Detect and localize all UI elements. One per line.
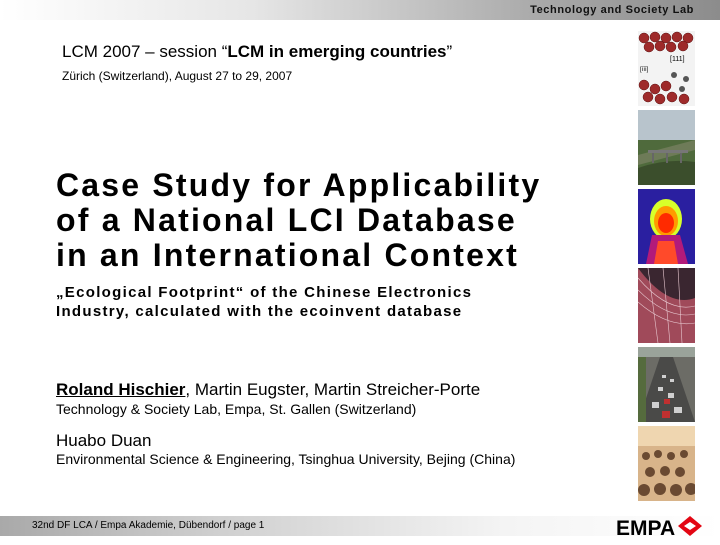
author-2: Huabo Duan <box>56 431 152 450</box>
title-line-2: of a National LCI Database <box>56 202 517 238</box>
affiliation-2: Environmental Science & Engineering, Tsinghua University, Bejing (China) <box>56 451 516 467</box>
footer-bar <box>0 516 720 536</box>
conference-line <box>62 42 452 62</box>
thermal-image <box>638 189 695 264</box>
subtitle-line-2: Industry, calculated with the ecoinvent database <box>56 303 463 320</box>
empa-logo <box>614 512 704 540</box>
traffic-image <box>638 347 695 422</box>
slide-title <box>56 168 626 273</box>
crystal-structure-image <box>638 31 695 106</box>
conference-suffix: ” <box>446 42 453 61</box>
audience-image <box>638 426 695 501</box>
header-bar <box>0 0 720 20</box>
crystal-label-1: [111] <box>670 56 685 63</box>
title-line-1: Case Study for Applicability <box>56 167 542 203</box>
main-author: Roland Hischier <box>56 380 186 399</box>
crystal-label-2: [īīī] <box>640 67 649 73</box>
architecture-image <box>638 268 695 343</box>
lab-label: Technology and Society Lab <box>530 4 694 16</box>
title-line-3: in an International Context <box>56 237 519 273</box>
logo-text: EMPA <box>616 517 676 540</box>
photo-strip <box>638 31 695 505</box>
landscape-bridge-image <box>638 110 695 185</box>
conference-location-date: Zürich (Switzerland), August 27 to 29, 2007 <box>62 69 293 83</box>
affiliation-1: Technology & Society Lab, Empa, St. Gallen (Switzerland) <box>56 401 417 417</box>
author-line-1 <box>56 380 480 400</box>
conference-prefix: LCM 2007 – session “ <box>62 42 228 61</box>
session-name: LCM in emerging countries <box>227 42 447 61</box>
co-authors: , Martin Eugster, Martin Streicher-Porte <box>185 380 481 399</box>
footer-text: 32nd DF LCA / Empa Akademie, Dübendorf / page 1 <box>32 520 265 531</box>
subtitle-line-1: „Ecological Footprint“ of the Chinese Electronics <box>56 284 473 301</box>
slide-subtitle <box>56 283 616 321</box>
